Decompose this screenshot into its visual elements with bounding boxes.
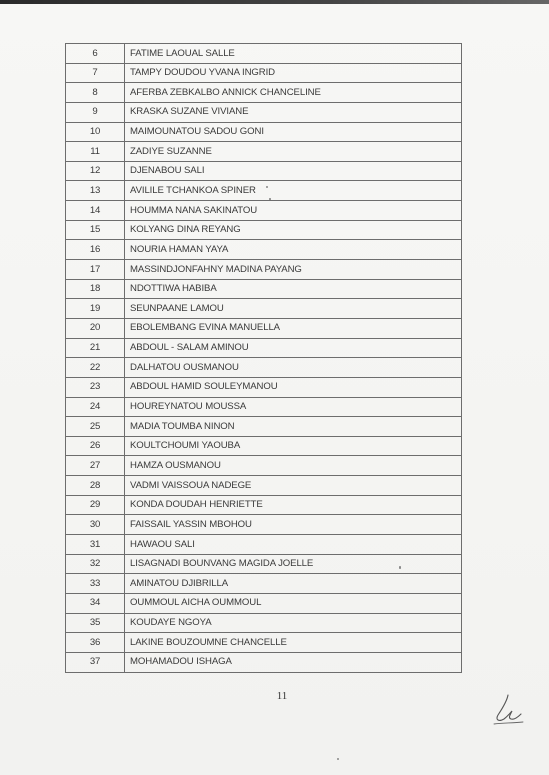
roster-row-number: 14 <box>66 201 125 221</box>
roster-row-name: KONDA DOUDAH HENRIETTE <box>125 495 462 515</box>
roster-row <box>66 495 462 515</box>
roster-row-number: 27 <box>66 456 125 476</box>
roster-row-name: DJENABOU SALI <box>125 161 462 181</box>
roster-row <box>66 122 462 142</box>
roster-row-number: 37 <box>66 652 125 672</box>
roster-row <box>66 554 462 574</box>
roster-row-name: HOUMMA NANA SAKINATOU <box>125 201 462 221</box>
roster-row-name: ABDOUL - SALAM AMINOU <box>125 338 462 358</box>
roster-row <box>66 279 462 299</box>
roster-row-name: MOHAMADOU ISHAGA <box>125 652 462 672</box>
roster-row <box>66 456 462 476</box>
roster-row-number: 9 <box>66 102 125 122</box>
roster-row <box>66 377 462 397</box>
roster-row-number: 23 <box>66 377 125 397</box>
roster-row-name: HOUREYNATOU MOUSSA <box>125 397 462 417</box>
handwritten-signature <box>490 693 526 727</box>
roster-row <box>66 142 462 162</box>
roster-row <box>66 417 462 437</box>
roster-row-name: MADIA TOUMBA NINON <box>125 417 462 437</box>
roster-row-name: NDOTTIWA HABIBA <box>125 279 462 299</box>
roster-row-name: MAIMOUNATOU SADOU GONI <box>125 122 462 142</box>
roster-row-number: 15 <box>66 220 125 240</box>
roster-row-name: ZADIYE SUZANNE <box>125 142 462 162</box>
roster-row <box>66 338 462 358</box>
scan-speck <box>399 566 401 569</box>
roster-row-name: MASSINDJONFAHNY MADINA PAYANG <box>125 260 462 280</box>
roster-row-number: 34 <box>66 593 125 613</box>
scan-speck <box>337 758 339 760</box>
roster-row-number: 13 <box>66 181 125 201</box>
roster-row <box>66 299 462 319</box>
roster-row-number: 35 <box>66 613 125 633</box>
roster-row-name: KOUDAYE NGOYA <box>125 613 462 633</box>
roster-row <box>66 515 462 535</box>
roster-row-name: KOLYANG DINA REYANG <box>125 220 462 240</box>
roster-row-number: 8 <box>66 83 125 103</box>
scan-speck <box>266 186 268 188</box>
roster-row <box>66 535 462 555</box>
roster-row-number: 20 <box>66 318 125 338</box>
roster-row-name: TAMPY DOUDOU YVANA INGRID <box>125 63 462 83</box>
roster-row <box>66 44 462 64</box>
scan-top-edge <box>0 0 549 4</box>
roster-row-number: 26 <box>66 436 125 456</box>
roster-row-name: FATIME LAOUAL SALLE <box>125 44 462 64</box>
roster-row-name: HAMZA OUSMANOU <box>125 456 462 476</box>
roster-row <box>66 652 462 672</box>
roster-row-name: OUMMOUL AICHA OUMMOUL <box>125 593 462 613</box>
roster-row-number: 17 <box>66 260 125 280</box>
roster-row-name: AMINATOU DJIBRILLA <box>125 574 462 594</box>
roster-row <box>66 574 462 594</box>
roster-row-number: 11 <box>66 142 125 162</box>
roster-row <box>66 102 462 122</box>
roster-row-number: 29 <box>66 495 125 515</box>
candidate-roster-table <box>65 43 462 673</box>
roster-row <box>66 63 462 83</box>
roster-row-name: SEUNPAANE LAMOU <box>125 299 462 319</box>
roster-row <box>66 260 462 280</box>
roster-row-number: 24 <box>66 397 125 417</box>
roster-row <box>66 476 462 496</box>
roster-row-name: VADMI VAISSOUA NADEGE <box>125 476 462 496</box>
roster-row-name: HAWAOU SALI <box>125 535 462 555</box>
roster-row-number: 18 <box>66 279 125 299</box>
roster-row-number: 19 <box>66 299 125 319</box>
roster-row-number: 22 <box>66 358 125 378</box>
roster-row <box>66 613 462 633</box>
roster-row-number: 21 <box>66 338 125 358</box>
scan-speck <box>269 198 271 200</box>
roster-row <box>66 633 462 653</box>
roster-row-number: 16 <box>66 240 125 260</box>
roster-row-name: EBOLEMBANG EVINA MANUELLA <box>125 318 462 338</box>
roster-row <box>66 593 462 613</box>
roster-row-number: 28 <box>66 476 125 496</box>
roster-row-name: NOURIA HAMAN YAYA <box>125 240 462 260</box>
roster-row-name: LAKINE BOUZOUMNE CHANCELLE <box>125 633 462 653</box>
roster-row-number: 10 <box>66 122 125 142</box>
roster-row-number: 30 <box>66 515 125 535</box>
roster-row-number: 31 <box>66 535 125 555</box>
roster-row-number: 33 <box>66 574 125 594</box>
roster-row-name: DALHATOU OUSMANOU <box>125 358 462 378</box>
roster-row-number: 32 <box>66 554 125 574</box>
roster-row-name: AFERBA ZEBKALBO ANNICK CHANCELINE <box>125 83 462 103</box>
roster-row-number: 7 <box>66 63 125 83</box>
roster-row-number: 25 <box>66 417 125 437</box>
roster-row <box>66 397 462 417</box>
roster-row-number: 6 <box>66 44 125 64</box>
roster-row-name: AVILILE TCHANKOA SPINER <box>125 181 462 201</box>
roster-row-name: LISAGNADI BOUNVANG MAGIDA JOELLE <box>125 554 462 574</box>
roster-row <box>66 83 462 103</box>
roster-row-number: 36 <box>66 633 125 653</box>
roster-row <box>66 161 462 181</box>
roster-row <box>66 181 462 201</box>
roster-row <box>66 358 462 378</box>
roster-row-name: KRASKA SUZANE VIVIANE <box>125 102 462 122</box>
roster-row-name: KOULTCHOUMI YAOUBA <box>125 436 462 456</box>
page-number: 11 <box>276 690 288 702</box>
roster-table-body <box>66 44 462 673</box>
roster-row <box>66 318 462 338</box>
roster-row-name: ABDOUL HAMID SOULEYMANOU <box>125 377 462 397</box>
roster-row-name: FAISSAIL YASSIN MBOHOU <box>125 515 462 535</box>
roster-row <box>66 436 462 456</box>
roster-row-number: 12 <box>66 161 125 181</box>
roster-row <box>66 220 462 240</box>
roster-row <box>66 201 462 221</box>
roster-row <box>66 240 462 260</box>
